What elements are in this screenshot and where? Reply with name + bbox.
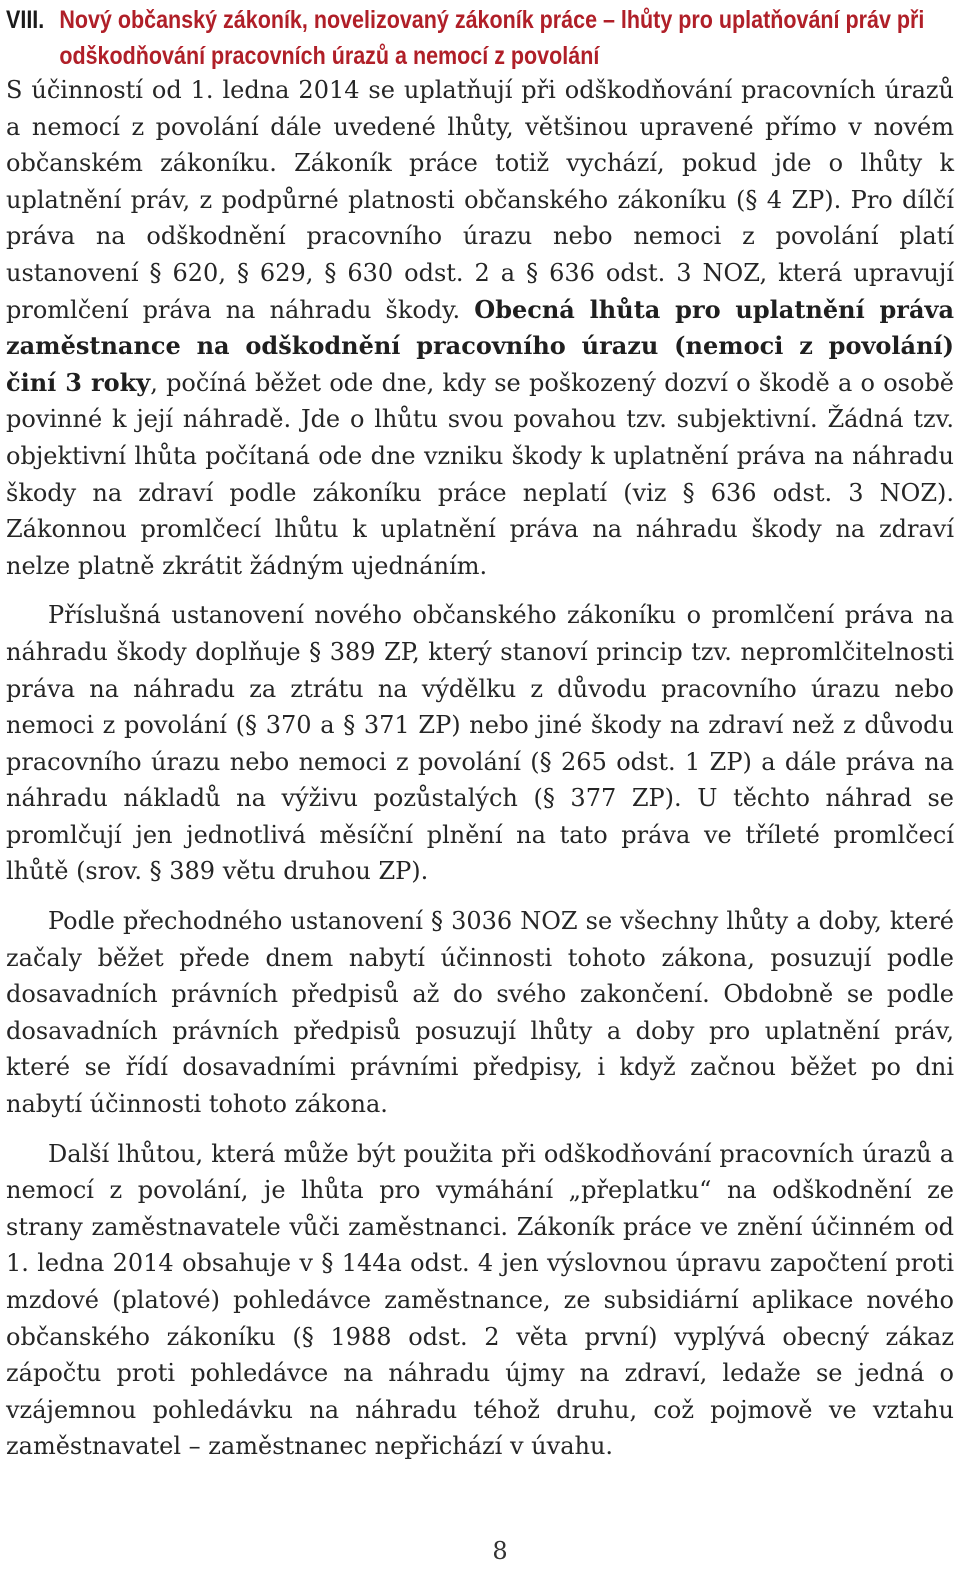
paragraph-3: Podle přechodného ustanovení § 3036 NOZ se všechny lhůty a doby, které začaly běžet přede dnem nabytí účinnosti tohoto zákona, posuzují podle dosavadních právních předpisů až do svého zakončení. Obdobně se podle dosavadních právních předpisů posuzují lhůty a doby pro uplatnění práv, které se řídí dosavadními právními předpisy, i když začnou běžet po dni nabytí účinnosti tohoto zákona. [6,907,954,1119]
paragraph-1-text-before: S účinností od 1. ledna 2014 se uplatňují při odškodňování pracovních úrazů a nemocí z povolání dále uvedené lhůty, většinou upravené přímo v novém občanském zákoníku. Zákoník práce totiž vychází, pokud jde o lhůty k uplatnění práv, z podpůrné platnosti občanského zákoníku (§ 4 ZP). Pro dílčí práva na odškodnění pracovního úrazu nebo nemoci z povolání platí ustanovení § 620, § 629, § 630 odst. 2 a § 636 odst. 3 NOZ, která upravují promlčení práva na náhradu škody. [6,76,954,324]
paragraph-1-text-after: , počíná běžet ode dne, kdy se poškozený dozví o škodě a o osobě povinné k její náhradě. Jde o lhůtu svou povahou tzv. subjektivní. Žádná tzv. objektivní lhůta počítaná ode dne vzniku škody k uplatnění práva na náhradu škody na zdraví podle zákoníku práce neplatí (viz § 636 odst. 3 NOZ). Zákonnou promlčecí lhůtu k uplatnění práva na náhradu škody na zdraví nelze platně zkrátit žádným ujednáním. [6,368,955,580]
paragraph-4: Další lhůtou, která může být použita při odškodňování pracovních úrazů a nemocí z povolání, je lhůta pro vymáhání „přeplatku“ na odškodnění ze strany zaměstnavatele vůči zaměstnanci. Zákoník práce ve znění účinném od 1. ledna 2014 obsahuje v § 144a odst. 4 jen výslovnou úpravu započtení proti mzdové (platové) pohledávce zaměstnance, ze subsidiární aplikace nového občanského zákoníku (§ 1988 odst. 2 věta první) vyplývá obecný zákaz zápočtu proti pohledávce na náhradu újmy na zdraví, ledaže se jedná o vzájemnou pohledávku na náhradu téhož druhu, což pojmově ve vztahu zaměstnavatel – zaměstnanec nepřichází v úvahu. [6,1139,954,1461]
paragraph-1 [6,72,954,584]
chapter-title: Nový občanský zákoník, novelizovaný zákoník práce – lhůty pro uplatňování práv při odškodňování pracovních úrazů a nemocí z povolání [59,6,925,70]
paragraph-2: Příslušná ustanovení nového občanského zákoníku o promlčení práva na náhradu škody doplňuje § 389 ZP, který stanoví princip tzv. nepromlčitelnosti práva na náhradu za ztrátu na výdělku z důvodu pracovního úrazu nebo nemoci z povolání (§ 370 a § 371 ZP) nebo jiné škody na zdraví než z důvodu pracovního úrazu nebo nemoci z povolání (§ 265 odst. 1 ZP) a dále práva na náhradu nákladů na výživu pozůstalých (§ 377 ZP). U těchto náhrad se promlčují jen jednotlivá měsíční plnění na tato práva ve tříleté promlčecí lhůtě (srov. § 389 větu druhou ZP). [6,601,954,886]
chapter-number: VIII. [6,6,45,34]
page-number: 8 [492,1537,508,1565]
body-text [6,72,954,1465]
paragraph-1-bold-statement: Obecná lhůta pro uplatnění práva zaměstnance na odškodnění pracovního úrazu (nemoci z povolání) činí 3 roky [6,294,954,397]
document-page [6,0,954,1478]
chapter-heading [6,2,952,74]
